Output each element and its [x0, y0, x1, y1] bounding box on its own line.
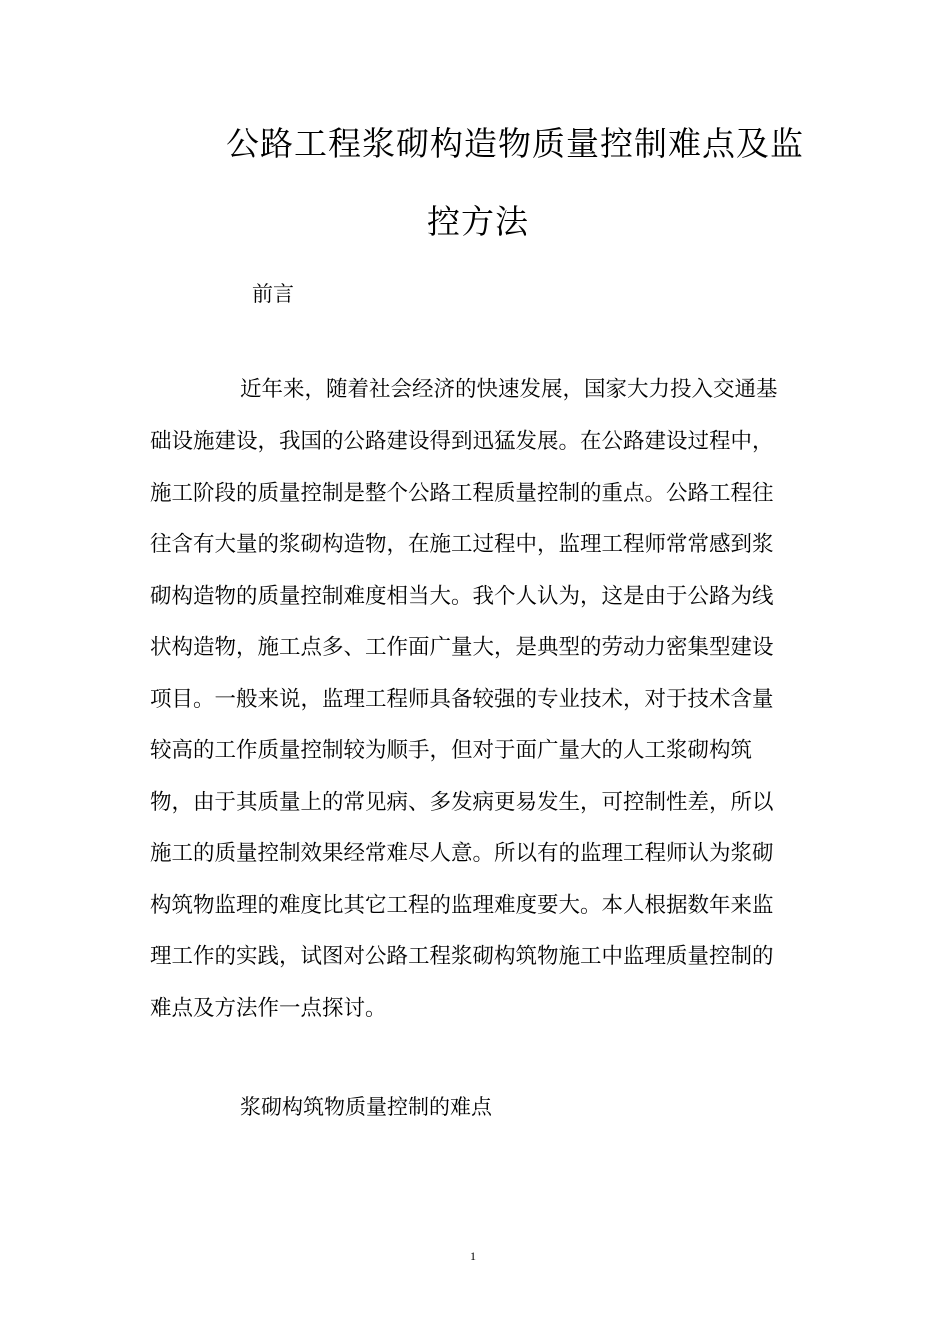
- paragraph-line: 砌构造物的质量控制难度相当大。我个人认为，这是由于公路为线: [150, 584, 774, 609]
- document-title-line-1: 公路工程浆砌构造物质量控制难点及监: [226, 124, 804, 163]
- paragraph-line: 项目。一般来说，监理工程师具备较强的专业技术，对于技术含量: [150, 687, 774, 712]
- paragraph-line: 往含有大量的浆砌构造物，在施工过程中，监理工程师常常感到浆: [150, 532, 774, 557]
- paragraph-line: 较高的工作质量控制较为顺手，但对于面广量大的人工浆砌构筑: [150, 738, 753, 763]
- paragraph-line: 施工的质量控制效果经常难尽人意。所以有的监理工程师认为浆砌: [150, 841, 774, 866]
- paragraph-line: 难点及方法作一点探讨。: [150, 996, 387, 1021]
- section-heading: 浆砌构筑物质量控制的难点: [240, 1095, 492, 1119]
- paragraph-line: 状构造物，施工点多、工作面广量大，是典型的劳动力密集型建设: [150, 635, 774, 660]
- paragraph-line: 物，由于其质量上的常见病、多发病更易发生，可控制性差，所以: [150, 790, 774, 815]
- paragraph-line: 础设施建设，我国的公路建设得到迅猛发展。在公路建设过程中，: [150, 429, 774, 454]
- paragraph-line: 近年来，随着社会经济的快速发展，国家大力投入交通基: [240, 377, 778, 402]
- paragraph-line: 构筑物监理的难度比其它工程的监理难度要大。本人根据数年来监: [150, 893, 774, 918]
- paragraph-line: 理工作的实践，试图对公路工程浆砌构筑物施工中监理质量控制的: [150, 944, 774, 969]
- document-title-line-2: 控方法: [427, 202, 529, 241]
- preface-heading: 前言: [252, 282, 294, 306]
- page-number: 1: [470, 1249, 476, 1263]
- paragraph-line: 施工阶段的质量控制是整个公路工程质量控制的重点。公路工程往: [150, 481, 774, 506]
